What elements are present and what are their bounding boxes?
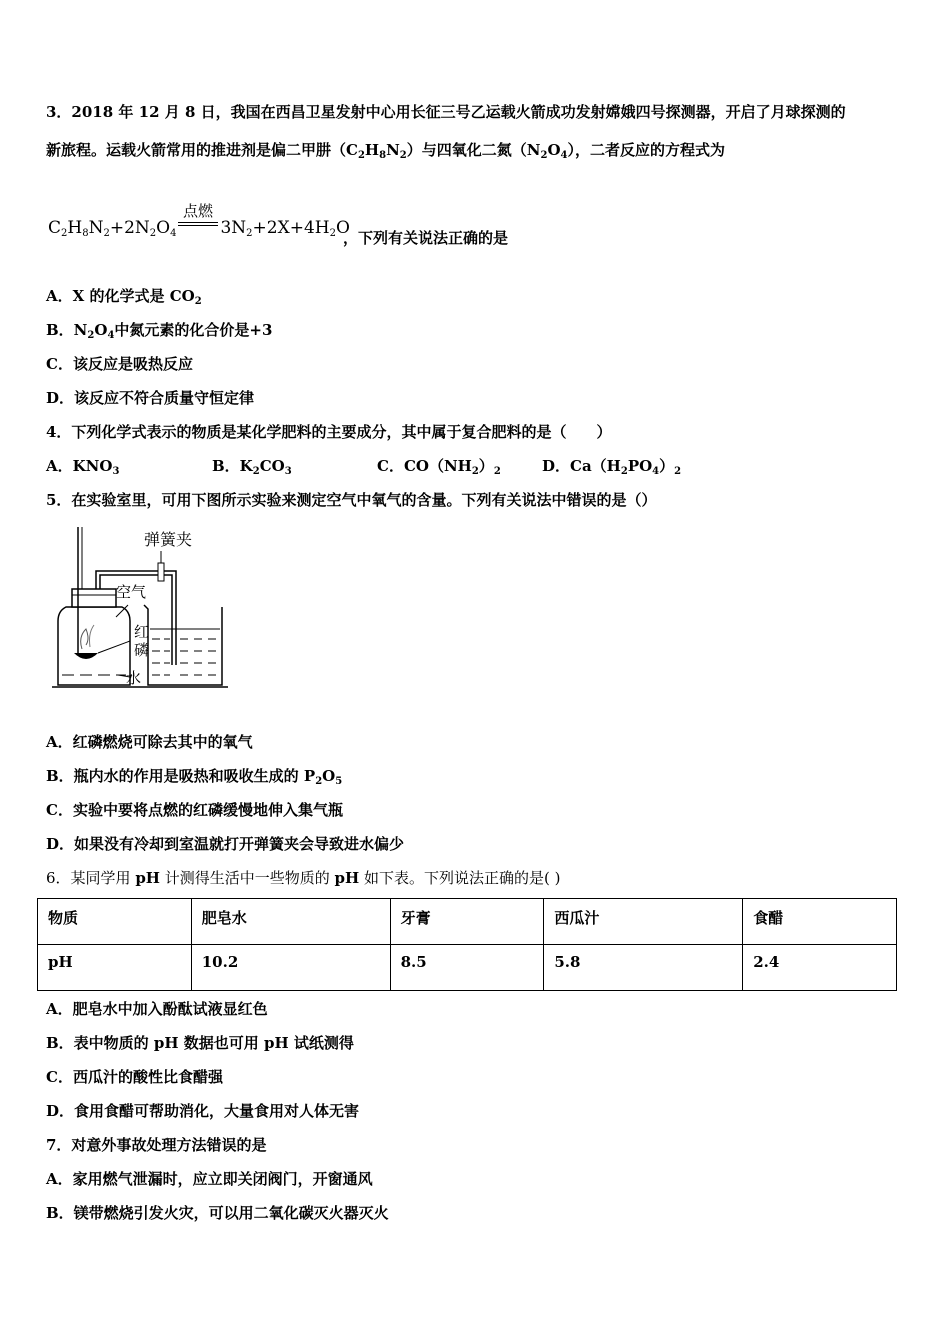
q6-option-d: D．食用食醋可帮助消化，大量食用对人体无害	[46, 1102, 360, 1120]
q4-stem: 4．下列化学式表示的物质是某化学肥料的主要成分，其中属于复合肥料的是（ ）	[46, 423, 612, 441]
apparatus-figure	[46, 525, 246, 695]
q6-option-b: B．表中物质的 pH 数据也可用 pH 试纸测得	[46, 1034, 354, 1052]
q7-option-a: A．家用燃气泄漏时，应立即关闭阀门，开窗通风	[46, 1170, 373, 1188]
q6-option-a: A．肥皂水中加入酚酞试液显红色	[46, 1000, 268, 1018]
q3-stem-line1: 3．2018 年 12 月 8 日，我国在西昌卫星发射中心用长征三号乙运载火箭成功发射嫦娥四号探测器，开启了月球探测的	[46, 103, 846, 121]
q4-option-d: D．$Ca(H_2PO_4)_2$	[542, 457, 682, 477]
q4-option-c: C．$CO(NH_2)_2$	[377, 457, 501, 477]
q5-option-d: D．如果没有冷却到室温就打开弹簧夹会导致进水偏少	[46, 835, 405, 853]
q3-question: ，下列有关说法正确的是	[343, 229, 509, 247]
label-phosphorus: 磷	[134, 641, 150, 659]
label-air: 空气	[116, 583, 147, 601]
table-cell: 食醋	[743, 899, 897, 945]
q3-option-b: B．$N_2O_4$中氮元素的化合价是+3	[46, 321, 273, 341]
q5-option-a: A．红磷燃烧可除去其中的氧气	[46, 733, 253, 751]
table-cell: 10.2	[191, 945, 390, 991]
label-red-1: 红	[134, 623, 150, 641]
table-header-row	[38, 899, 897, 945]
table-cell: 物质	[38, 899, 192, 945]
table-cell: 肥皂水	[191, 899, 390, 945]
label-water: 水	[126, 669, 142, 687]
label-spring-clip: 弹簧夹	[144, 530, 193, 549]
table-row	[38, 945, 897, 991]
q7-stem: 7．对意外事故处理方法错误的是	[46, 1136, 267, 1154]
q4-option-b: B．$K_2CO_3$	[212, 457, 292, 477]
table-cell: pH	[38, 945, 192, 991]
q3-option-a: A．X 的化学式是 $CO_2$	[46, 287, 202, 307]
q3-option-d: D．该反应不符合质量守恒定律	[46, 389, 255, 407]
table-cell: 西瓜汁	[544, 899, 743, 945]
q6-stem: 6．某同学用 pH 计测得生活中一些物质的 pH 如下表。下列说法正确的是( )	[46, 869, 561, 887]
table-cell: 牙膏	[390, 899, 544, 945]
reaction-condition: 点燃	[178, 200, 218, 226]
q5-option-b: B．瓶内水的作用是吸热和吸收生成的 $P_2O_5$	[46, 767, 343, 787]
q3-stem-line2: 新旅程。运载火箭常用的推进剂是偏二甲肼$(C_2H_8N_2)$与四氧化二氮$(N_2O_4)$，二者反应的方程式为	[46, 141, 726, 161]
q6-option-c: C．西瓜汁的酸性比食醋强	[46, 1068, 223, 1086]
table-cell: 5.8	[544, 945, 743, 991]
ph-table	[37, 898, 897, 991]
chemical-equation: $C_2H_8N_2+2N_2O_4$ $3N_2+2X+4H_2O$	[48, 218, 350, 239]
q5-option-c: C．实验中要将点燃的红磷缓慢地伸入集气瓶	[46, 801, 343, 819]
table-cell: 2.4	[743, 945, 897, 991]
q4-option-a: A．$KNO_3$	[46, 457, 120, 477]
q5-stem: 5．在实验室里，可用下图所示实验来测定空气中氧气的含量。下列有关说法中错误的是（）	[46, 491, 657, 509]
q7-option-b: B．镁带燃烧引发火灾，可以用二氧化碳灭火器灭火	[46, 1204, 389, 1222]
q3-option-c: C．该反应是吸热反应	[46, 355, 193, 373]
table-cell: 8.5	[390, 945, 544, 991]
